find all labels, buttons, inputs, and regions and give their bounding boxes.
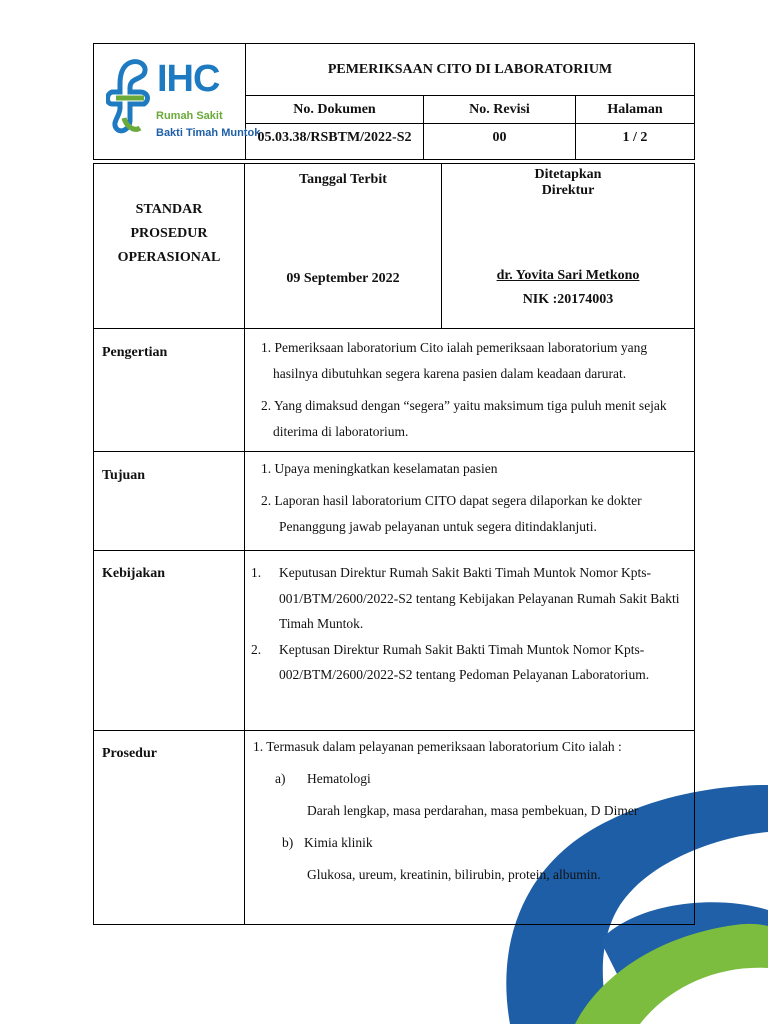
pengertian-item: 2. Yang dimaksud dengan “segera” yaitu maksimum tiga puluh menit sejak diterima di laboratorium.	[261, 398, 667, 439]
approval-line: Direktur	[541, 183, 595, 198]
prosedur-sub-item	[253, 830, 686, 856]
section-body	[245, 452, 694, 550]
logo-subtitle-2: Bakti Timah Muntok	[156, 127, 261, 139]
section-label: Tujuan	[94, 452, 245, 550]
revision-header: No. Revisi	[424, 96, 576, 123]
section-kebijakan	[93, 550, 695, 730]
director-name: dr. Yovita Sari Metkono	[496, 268, 640, 283]
spo-label-line: OPERASIONAL	[117, 250, 221, 265]
document-title: PEMERIKSAAN CITO DI LABORATORIUM	[246, 44, 694, 96]
director-nik: NIK :20174003	[522, 292, 614, 307]
sub-item-detail: Glukosa, ureum, kreatinin, bilirubin, protein, albumin.	[307, 867, 601, 882]
page-value: 1 / 2	[622, 130, 648, 145]
issue-date-cell	[245, 164, 442, 328]
tujuan-item: 1. Upaya meningkatkan keselamatan pasien	[261, 461, 498, 476]
sub-item-title: Kimia klinik	[304, 835, 373, 850]
item-number: 1.	[251, 565, 262, 580]
sub-item-marker: a)	[275, 771, 286, 786]
prosedur-intro: 1. Termasuk dalam pelayanan pemeriksaan laboratorium Cito ialah :	[253, 739, 622, 754]
meta-value-row	[246, 124, 694, 159]
page-header: Halaman	[607, 101, 663, 117]
section-label: Kebijakan	[94, 551, 245, 730]
kebijakan-item	[251, 560, 684, 637]
section-prosedur	[93, 730, 695, 925]
logo-subtitle-1: Rumah Sakit	[156, 110, 223, 122]
item-number: 2.	[251, 641, 262, 657]
approval-title	[442, 167, 694, 199]
section-label: Pengertian	[94, 329, 245, 451]
revision-value: 00	[424, 124, 576, 159]
spo-label-line: STANDAR	[135, 202, 203, 217]
issue-date-value: 09 September 2022	[286, 271, 400, 286]
meta-header-row	[246, 96, 694, 124]
spo-label-line: PROSEDUR	[130, 226, 208, 241]
section-pengertian	[93, 328, 695, 451]
section-tujuan	[93, 451, 695, 550]
doc-number-header: No. Dokumen	[246, 96, 424, 123]
tujuan-item: 2. Laporan hasil laboratorium CITO dapat segera dilaporkan ke dokter Penanggung jawab pelayanan untuk segera ditindaklanjuti.	[261, 493, 642, 534]
section-body	[245, 329, 694, 451]
section-label: Prosedur	[94, 731, 245, 924]
pengertian-item: 1. Pemeriksaan laboratorium Cito ialah pemeriksaan laboratorium yang hasilnya dibutuhkan segera karena pasien dalam keadaan darurat.	[261, 340, 648, 381]
item-text: Keptusan Direktur Rumah Sakit Bakti Timah Muntok Nomor Kpts-002/BTM/2600/2022-S2 tentang Pedoman Pelayanan Laboratorium.	[279, 641, 650, 682]
logo-mark-icon	[106, 58, 154, 138]
document-header	[93, 43, 695, 160]
hospital-logo	[94, 44, 261, 159]
approval-cell	[442, 164, 694, 328]
sub-item-title: Hematologi	[307, 771, 371, 786]
kebijakan-item	[251, 637, 684, 688]
prosedur-sub-item	[253, 766, 686, 792]
doc-number-value: 05.03.38/RSBTM/2022-S2	[246, 124, 424, 159]
sop-document	[93, 43, 695, 925]
logo-brand-text: IHC	[157, 58, 220, 100]
approval-line: Ditetapkan	[534, 167, 602, 182]
spo-block	[93, 163, 695, 328]
section-body	[245, 731, 694, 924]
section-body	[245, 551, 694, 730]
item-text: Keputusan Direktur Rumah Sakit Bakti Timah Muntok Nomor Kpts-001/BTM/2600/2022-S2 tentang Kebijakan Pelayanan Rumah Sakit Bakti Timah Muntok.	[279, 565, 680, 631]
issue-date-label: Tanggal Terbit	[299, 172, 387, 187]
sub-item-detail: Darah lengkap, masa perdarahan, masa pembekuan, D Dimer	[307, 803, 639, 818]
sub-item-marker: b)	[282, 835, 294, 850]
spo-label	[94, 164, 245, 328]
